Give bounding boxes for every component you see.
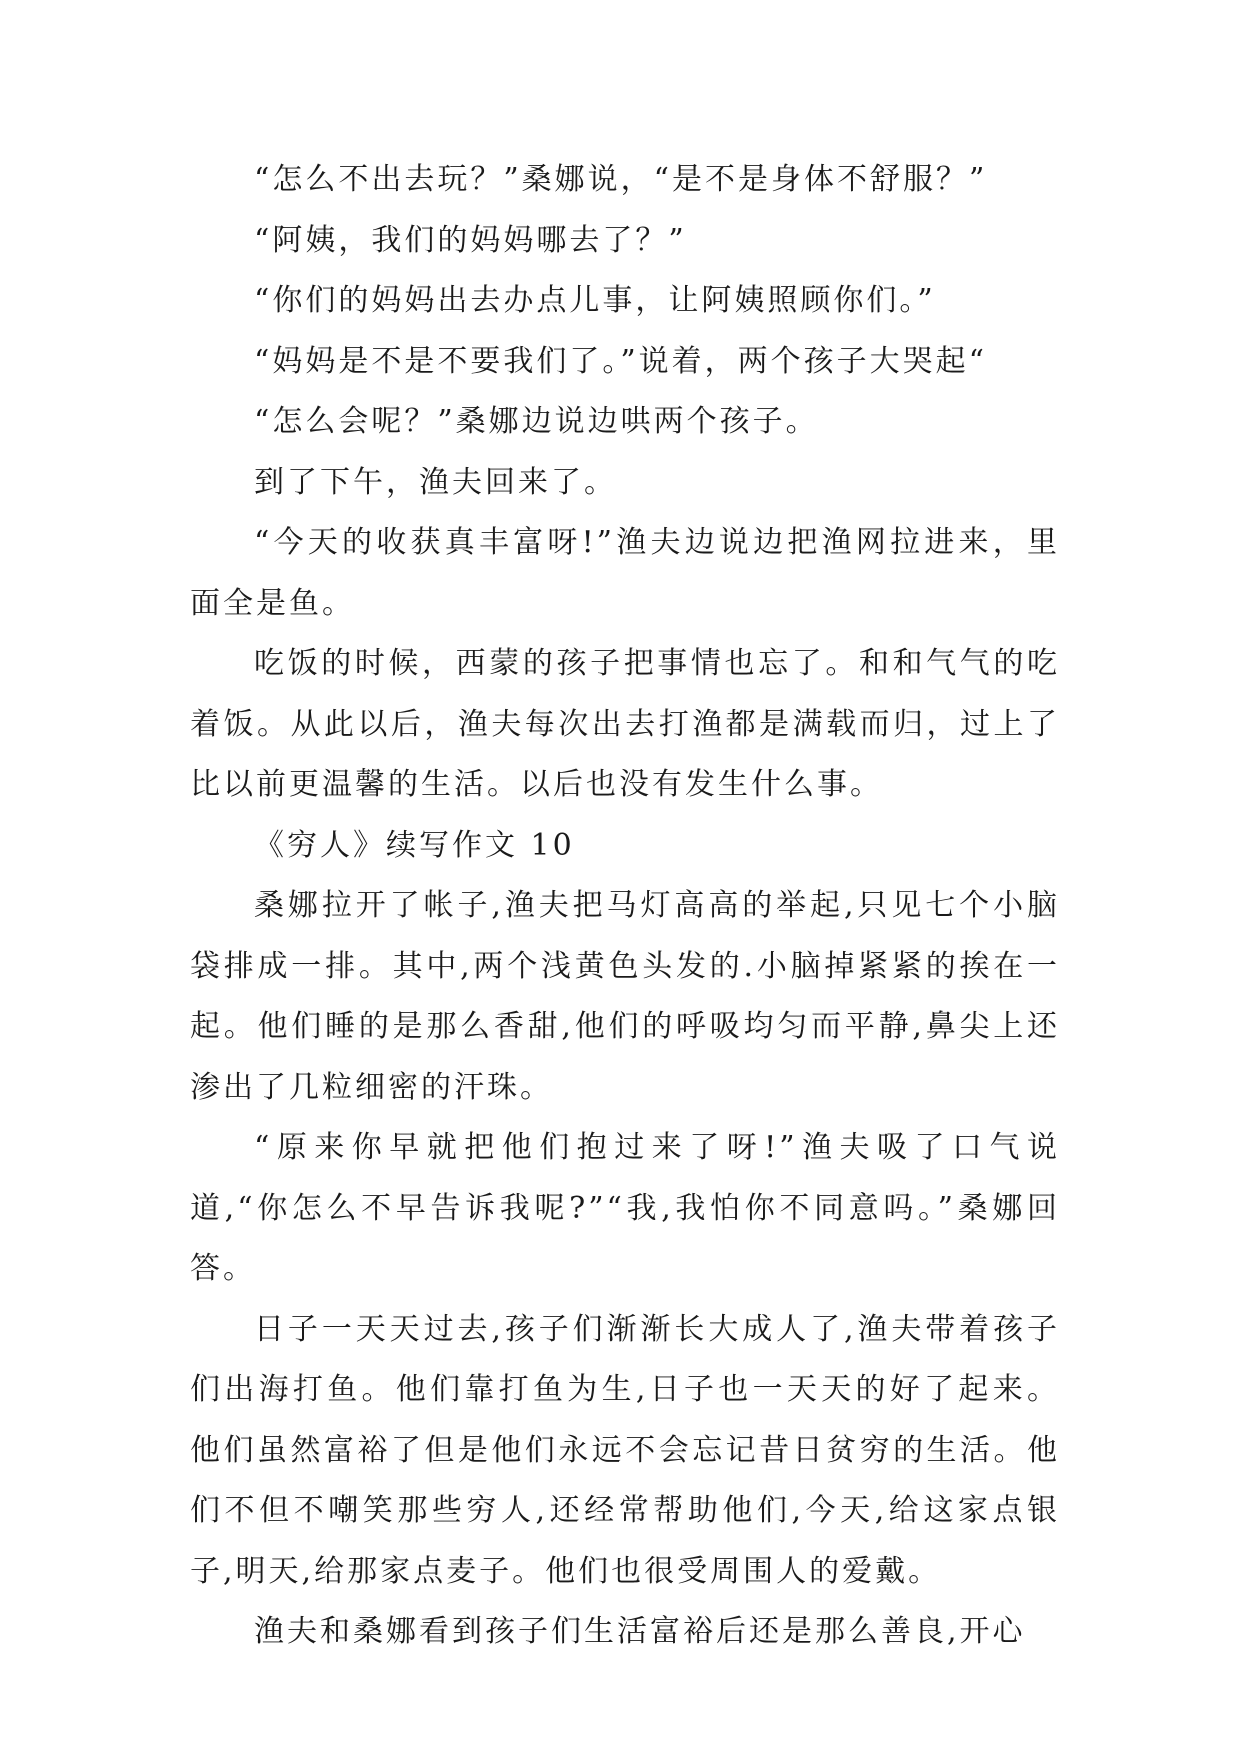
paragraph: 吃饭的时候，西蒙的孩子把事情也忘了。和和气气的吃着饭。从此以后，渔夫每次出去打渔都是满载而归，过上了比以前更温馨的生活。以后也没有发生什么事。: [190, 646, 1060, 802]
paragraph: “原来你早就把他们抱过来了呀!”渔夫吸了口气说道,“你怎么不早告诉我呢?”“我,我怕你不同意吗。”桑娜回答。: [190, 1130, 1060, 1286]
paragraph: “怎么会呢？”桑娜边说边哄两个孩子。: [254, 404, 819, 439]
paragraph: 渔夫和桑娜看到孩子们生活富裕后还是那么善良,开心: [254, 1614, 1026, 1649]
paragraph: “怎么不出去玩？”桑娜说，“是不是身体不舒服？”: [254, 162, 988, 197]
document-body: [190, 150, 1060, 1663]
paragraph: 桑娜拉开了帐子,渔夫把马灯高高的举起,只见七个小脑袋排成一排。其中,两个浅黄色头发的.小脑掉紧紧的挨在一起。他们睡的是那么香甜,他们的呼吸均匀而平静,鼻尖上还渗出了几粒细密的汗珠。: [190, 888, 1060, 1105]
section-title: 《穷人》续写作文 10: [254, 827, 575, 863]
paragraph: “妈妈是不是不要我们了。”说着，两个孩子大哭起“: [254, 343, 988, 379]
paragraph: “今天的收获真丰富呀!”渔夫边说边把渔网拉进来，里面全是鱼。: [190, 525, 1060, 621]
paragraph: “阿姨，我们的妈妈哪去了？”: [254, 222, 687, 258]
paragraph: 到了下午，渔夫回来了。: [254, 464, 617, 500]
paragraph: 日子一天天过去,孩子们渐渐长大成人了,渔夫带着孩子们出海打鱼。他们靠打鱼为生,日子也一天天的好了起来。他们虽然富裕了但是他们永远不会忘记昔日贫穷的生活。他们不但不嘲笑那些穷人,还经常帮助他们,今天,给这家点银子,明天,给那家点麦子。他们也很受周围人的爱戴。: [190, 1311, 1060, 1589]
paragraph: “你们的妈妈出去办点儿事，让阿姨照顾你们。”: [254, 283, 936, 318]
